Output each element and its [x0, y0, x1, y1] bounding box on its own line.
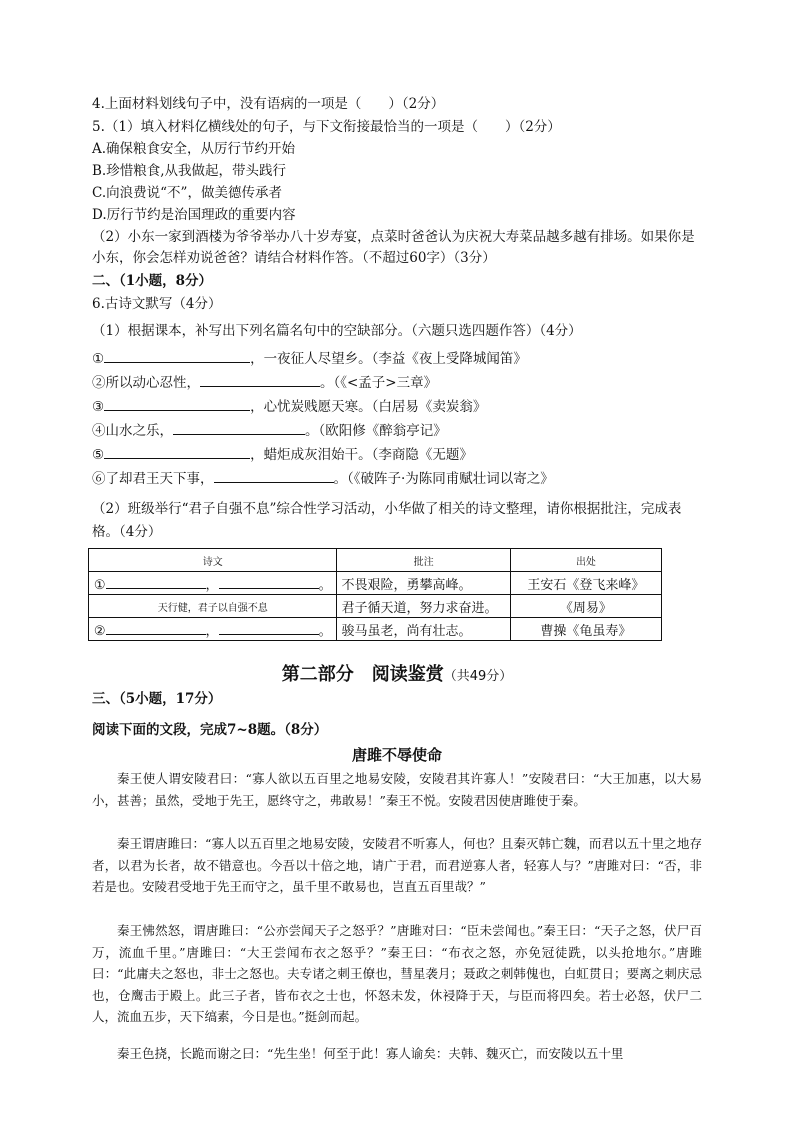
- poem-table: [88, 548, 662, 641]
- question-6: 6.古诗文默写（4分）: [92, 296, 222, 312]
- answer-blank[interactable]: [173, 420, 305, 435]
- fill-suffix: 。（《<孟子>三章》: [320, 375, 438, 391]
- question-5-2: （2）小东一家到酒楼为爷爷举办八十岁寿宴，点菜时爸爸认为庆祝大寿菜品越多越有排场。如果你是小东，你会怎样劝说爸爸？请结合材料作答。（不超过60字）（3分）: [92, 229, 695, 266]
- fill-item: [92, 468, 554, 489]
- option-b: B.珍惜粮食,从我做起，带头践行: [92, 163, 287, 179]
- answer-blank[interactable]: [214, 468, 334, 483]
- table-row: [89, 595, 662, 618]
- header-poem: 诗文: [89, 549, 337, 572]
- question-6-1: （1）根据课本，补写出下列名篇名句中的空缺部分。（六题只选四题作答）（4分）: [92, 323, 582, 339]
- poem-cell: [89, 618, 337, 641]
- note-cell: 君子循天道，努力求奋进。: [337, 595, 510, 618]
- poem-prefix: ①: [93, 577, 106, 593]
- fill-prefix: ①: [92, 351, 105, 367]
- fill-item: [92, 396, 486, 417]
- source-cell: 曹操《龟虽寿》: [510, 618, 661, 641]
- header-note: 批注: [337, 549, 510, 572]
- poem-mid: ，: [205, 577, 219, 593]
- poem-cell: 天行健，君子以自强不息: [89, 595, 337, 618]
- section-3-heading: 三、（5小题，17分）: [92, 691, 222, 707]
- fill-prefix: ④山水之乐，: [92, 423, 173, 439]
- part-2-title: 第二部分 阅读鉴赏: [281, 664, 444, 685]
- fill-prefix: ③: [92, 399, 105, 415]
- answer-blank[interactable]: [104, 444, 250, 459]
- question-5-1: 5.（1）填入材料亿横线处的句子，与下文衔接最恰当的一项是（ ）（2分）: [92, 119, 561, 135]
- fill-suffix: ，一夜征人尽望乡。（李益《夜上受降城闻笛》: [250, 351, 527, 367]
- note-cell: 不畏艰险，勇攀高峰。: [337, 572, 510, 595]
- table-row: [89, 618, 662, 641]
- fill-suffix: 。（欧阳修《醉翁亭记》: [305, 423, 447, 439]
- fill-prefix: ⑤: [92, 447, 105, 463]
- answer-blank[interactable]: [104, 396, 250, 411]
- fill-item: [92, 372, 437, 393]
- answer-blank[interactable]: [200, 372, 320, 387]
- article-title: 唐雎不辱使命: [351, 746, 442, 764]
- poem-end: 。: [318, 623, 332, 639]
- part-2-score: （共49分）: [443, 669, 513, 684]
- section-2-heading: 二、（1小题，8分）: [92, 273, 213, 289]
- article-paragraph: 秦王使人谓安陵君曰：“寡人欲以五百里之地易安陵，安陵君其许寡人！”安陵君曰：“大王加惠，以大易小，甚善；虽然，受地于先王，愿终守之，弗敢易！”秦王不悦。安陵君因使唐雎使于秦。: [92, 771, 702, 808]
- note-cell: 骏马虽老，尚有壮志。: [337, 618, 510, 641]
- article-paragraph: 秦王怫然怒，谓唐雎曰：“公亦尝闻天子之怒乎？”唐雎对曰：“臣未尝闻也。”秦王曰：“天子之怒，伏尸百万，流血千里。”唐雎曰：“大王尝闻布衣之怒乎？”秦王曰：“布衣之怒，亦免冠徒跣，以头抢地尔。”唐雎曰：“此庸夫之怒也，非士之怒也。夫专诸之刺王僚也，彗星袭月；聂政之刺韩傀也，白虹贯日；要离之刺庆忌也，仓鹰击于殿上。此三子者，皆布衣之士也，怀怒未发，休祲降于天，与臣而将四矣。若士必怒，伏尸二人，流血五步，天下缟素，今日是也。”挺剑而起。: [92, 923, 702, 1024]
- answer-blank[interactable]: [219, 574, 319, 589]
- question-4: 4.上面材料划线句子中，没有语病的一项是（ ）（2分）: [92, 96, 445, 112]
- answer-blank[interactable]: [104, 348, 250, 363]
- fill-suffix: ，心忧炭贱愿天寒。（白居易《卖炭翁》: [250, 399, 487, 415]
- option-c: C.向浪费说“不”，做美德传承者: [92, 185, 282, 201]
- option-a: A.确保粮食安全，从厉行节约开始: [92, 141, 296, 157]
- poem-prefix: ②: [93, 623, 106, 639]
- fill-suffix: ，蜡炬成灰泪始干。（李商隐《无题》: [250, 447, 473, 463]
- table-row: [89, 572, 662, 595]
- fill-suffix: 。（《破阵子·为陈同甫赋壮词以寄之》: [333, 471, 554, 487]
- fill-prefix: ⑥了却君王天下事，: [92, 471, 214, 487]
- source-cell: 《周易》: [510, 595, 661, 618]
- reading-instruction: 阅读下面的文段，完成7~8题。（8分）: [92, 722, 328, 738]
- part-2-heading: [0, 660, 794, 686]
- question-6-2: （2）班级举行“君子自强不息”综合性学习活动，小华做了相关的诗文整理，请你根据批注，完成表格。（4分）: [92, 501, 682, 540]
- fill-item: [92, 444, 473, 465]
- poem-cell: [89, 572, 337, 595]
- fill-item: [92, 420, 447, 441]
- answer-blank[interactable]: [219, 620, 319, 635]
- poem-end: 。: [318, 577, 332, 593]
- answer-blank[interactable]: [106, 574, 206, 589]
- poem-mid: ，: [205, 623, 219, 639]
- article-paragraph: 秦王谓唐雎曰：“寡人以五百里之地易安陵，安陵君不听寡人，何也？且秦灭韩亡魏，而君以五十里之地存者，以君为长者，故不错意也。今吾以十倍之地，请广于君，而君逆寡人者，轻寡人与？”唐雎对曰：“否，非若是也。安陵君受地于先王而守之，虽千里不敢易也，岂直五百里哉？”: [92, 836, 702, 894]
- table-header-row: [89, 549, 662, 572]
- header-source: 出处: [510, 549, 661, 572]
- source-cell: 王安石《登飞来峰》: [510, 572, 661, 595]
- fill-prefix: ②所以动心忍性，: [92, 375, 200, 391]
- answer-blank[interactable]: [106, 620, 206, 635]
- option-d: D.厉行节约是治国理政的重要内容: [92, 207, 296, 223]
- article-paragraph: 秦王色挠，长跪而谢之曰：“先生坐！何至于此！寡人谕矣：夫韩、魏灭亡，而安陵以五十里: [117, 1046, 624, 1061]
- fill-item: [92, 348, 527, 369]
